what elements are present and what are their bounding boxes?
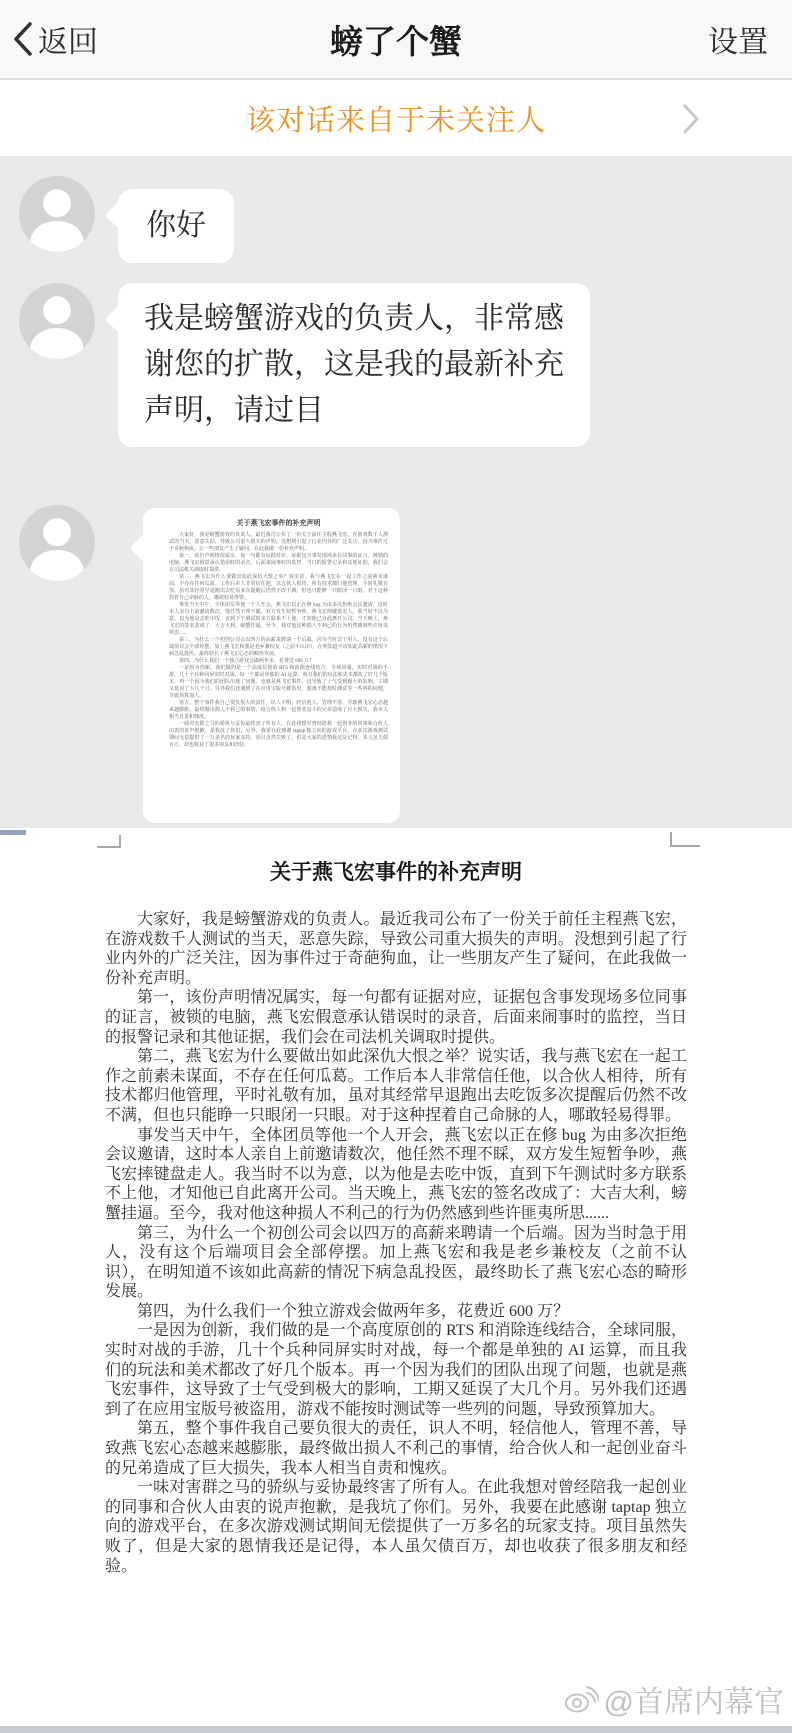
chat-area — [0, 156, 792, 828]
person-silhouette-icon — [19, 505, 95, 581]
back-button[interactable] — [12, 0, 98, 78]
message-bubble — [118, 283, 590, 447]
document-paragraph: 第四，为什么我们一个独立游戏会做两年多，花费近 600 万？ — [137, 1302, 570, 1320]
back-label: 返回 — [38, 26, 98, 59]
message-text: 你好 — [146, 209, 206, 242]
person-silhouette-icon — [19, 283, 95, 359]
message-bubble — [118, 189, 234, 263]
document-paragraph: 第二，燕飞宏为什么要做出如此深仇大恨之举？说实话，我与燕飞宏在一起工作之前素未谋面，不存在任何瓜葛。工作后本人非常信任他，以合伙人相待，所有技术都归他管理，平时礼敬有加，虽对其经常早退跑出去吃饭多次提醒后仍然不改不满，但也只能睁一只眼闭一只眼。对于这种捏着自己命脉的人，哪敢轻易得罪。 — [105, 1048, 687, 1124]
page-title: 螃了个蟹 — [330, 22, 462, 60]
thumbnail-paragraph: 第二，燕飞宏为什么要做出如此深仇大恨之举？说实话，我与燕飞宏在一起工作之前素未谋面，不存在任何瓜葛。工作后本人非常信任他，以合伙人相待，所有技术都归他管理，平时礼敬有加，虽对其经常早退跑出去吃饭多次提醒后仍然不改不满，但也只能睁一只眼闭一只眼。对于这种捏着自己命脉的人，哪敢轻易得罪。 — [169, 575, 388, 601]
bottom-strip — [0, 1726, 792, 1733]
nav-bar — [0, 0, 792, 80]
page-corner-mark-right — [670, 832, 700, 847]
chevron-right-icon — [682, 104, 700, 139]
thumbnail-paragraph: 第一，该份声明情况属实，每一句都有证据对应，证据包含事发现场多位同事的证言，被锁的电脑，燕飞宏假意承认错误时的录音，后面来闹事时的监控，当日的报警记录和其他证据，我们会在司法机关调取时提供。 — [169, 554, 388, 573]
thumbnail-paragraph: 事发当天中午，全体团员等他一个人开会，燕飞宏以正在修 bug 为由多次拒绝会议邀请，这时本人亲自上前邀请数次，他任然不理不睬，双方发生短暂争吵，燕飞宏摔键盘走人。我当时不以为意，以为他是去吃中饭，直到下午测试时多方联系不上他，才知他已自此离开公司。当天晚上，燕飞宏的签名改成了：大吉大利，螃蟹挂逼。至今，我对他这种损人不利己的行为仍然感到些许匪夷所思...... — [169, 603, 388, 636]
document-body — [105, 910, 687, 1576]
statement-image-thumbnail — [143, 508, 400, 823]
avatar[interactable] — [19, 176, 95, 252]
thumbnail-doc-title: 关于燕飞宏事件的补充声明 — [236, 519, 321, 527]
avatar[interactable] — [19, 505, 95, 581]
stranger-notice-banner[interactable] — [0, 80, 792, 156]
watermark — [563, 1677, 784, 1721]
document-paragraph: 第一，该份声明情况属实，每一句都有证据对应，证据包含事发现场多位同事的证言，被锁的电脑，燕飞宏假意承认错误时的录音，后面来闹事时的监控，当日的报警记录和其他证据，我们会在司法机关调取时提供。 — [105, 989, 687, 1046]
message-text: 我是螃蟹游戏的负责人，非常感谢您的扩散，这是我的最新补充声明，请过目 — [144, 302, 564, 427]
notice-text: 该对话来自于未关注人 — [245, 104, 546, 137]
page-corner-mark-left — [97, 835, 121, 848]
document-title: 关于燕飞宏事件的补充声明 — [270, 860, 522, 884]
thumbnail-paragraph: 第五，整个事件我自己要负很大的责任，识人不明，轻信他人，管理不善，导致燕飞宏心态越来越膨胀，最终做出损人不利己的事情，给合伙人和一起创业奋斗的兄弟造成了巨大损失，我本人相当自责和愧疚。 — [169, 701, 388, 720]
document-paragraph: 第三，为什么一个初创公司会以四万的高薪来聘请一个后端。因为当时急于用人，没有这个后端项目会全部停摆。加上燕飞宏和我是老乡兼校友（之前不认识），在明知道不该如此高薪的情况下病急乱投医，最终助长了燕飞宏心态的畸形发展。 — [105, 1224, 687, 1301]
document-paragraph: 一味对害群之马的骄纵与妥协最终害了所有人。在此我想对曾经陪我一起创业的同事和合伙人由衷的说声抱歉，是我坑了你们。另外，我要在此感谢 taptap 独立向的游戏平台，在多次游戏测试期间无偿提供了一万多名的玩家支持。项目虽然失败了，但是大家的恩情我还是记得，本人虽欠债百万，却也收获了很多朋友和经验。 — [105, 1479, 687, 1575]
document-paragraph: 一是因为创新，我们做的是一个高度原创的 RTS 和消除连线结合，全球同服，实时对战的手游，几十个兵种同屏实时对战，每一个都是单独的 AI 运算，而且我们的玩法和美术都改了好几个版本。再一个因为我们的团队出现了问题，也就是燕飞宏事件，这导致了士气受到极大的影响，工期又延误了大几个月。另外我们还遇到了在应用宝版号被盗用，游戏不能按时测试等一些列的问题，导致预算加大。 — [105, 1322, 687, 1418]
chevron-left-icon — [12, 21, 34, 57]
avatar[interactable] — [19, 283, 95, 359]
thumbnail-paragraph: 第四，为什么我们一个独立游戏会做两年多，花费近 600 万？ — [179, 659, 315, 664]
thumbnail-paragraph: 第三，为什么一个初创公司会以四万的高薪来聘请一个后端。因为当时急于用人，没有这个后端项目会全部停摆。加上燕飞宏和我是老乡兼校友（之前不认识），在明知道不该如此高薪的情况下病急乱投医，最终助长了燕飞宏心态的畸形发展。 — [169, 638, 388, 657]
image-message-bubble[interactable] — [143, 508, 400, 823]
scrollbar-handle[interactable] — [0, 830, 26, 835]
document-paragraph: 大家好，我是螃蟹游戏的负责人。最近我司公布了一份关于前任主程燕飞宏，在游戏数千人测试的当天，恶意失踪，导致公司重大损失的声明。没想到引起了行业内外的广泛关注，因为事件过于奇葩狗血，让一些朋友产生了疑问，在此我做一份补充声明。 — [105, 911, 687, 987]
thumbnail-paragraph: 大家好，我是螃蟹游戏的负责人。最近我司公布了一份关于前任主程燕飞宏，在游戏数千人测试的当天，恶意失踪，导致公司重大损失的声明。没想到引起了行业内外的广泛关注，因为事件过于奇葩狗血，让一些朋友产生了疑问，在此我做一份补充声明。 — [169, 533, 388, 552]
thumbnail-paragraph: 一是因为创新，我们做的是一个高度原创的 RTS 和消除连线结合，全球同服，实时对战的手游，几十个兵种同屏实时对战，每一个都是单独的 AI 运算，而且我们的玩法和美术都改了好几个版本。再一个因为我们的团队出现了问题，也就是燕飞宏事件，这导致了士气受到极大的影响，工期又延误了大几个月。另外我们还遇到了在应用宝版号被盗用，游戏不能按时测试等一些列的问题，导致预算加大。 — [169, 666, 388, 699]
thumbnail-paragraph: 一味对害群之马的骄纵与妥协最终害了所有人。在此我想对曾经陪我一起创业的同事和合伙人由衷的说声抱歉，是我坑了你们。另外，我要在此感谢 taptap 独立向的游戏平台，在多次游戏测试期间无偿提供了一万多名的玩家支持。项目虽然失败了，但是大家的恩情我还是记得，本人虽欠债百万，却也收获了很多朋友和经验。 — [169, 722, 388, 748]
watermark-text: @首席内幕官 — [603, 1686, 784, 1719]
settings-button[interactable]: 设置 — [708, 26, 768, 59]
statement-document — [0, 828, 792, 1733]
person-silhouette-icon — [19, 176, 95, 252]
weibo-logo-icon — [563, 1683, 599, 1715]
thumbnail-doc-body — [169, 532, 388, 749]
document-paragraph: 第五，整个事件我自己要负很大的责任，识人不明，轻信他人，管理不善，导致燕飞宏心态越来越膨胀，最终做出损人不利己的事情，给合伙人和一起创业奋斗的兄弟造成了巨大损失，我本人相当自责和愧疚。 — [105, 1420, 687, 1477]
document-paragraph: 事发当天中午，全体团员等他一个人开会，燕飞宏以正在修 bug 为由多次拒绝会议邀请，这时本人亲自上前邀请数次，他任然不理不睬，双方发生短暂争吵，燕飞宏摔键盘走人。我当时不以为意，以为他是去吃中饭，直到下午测试时多方联系不上他，才知他已自此离开公司。当天晚上，燕飞宏的签名改成了：大吉大利，螃蟹挂逼。至今，我对他这种损人不利己的行为仍然感到些许匪夷所思...... — [105, 1126, 687, 1222]
